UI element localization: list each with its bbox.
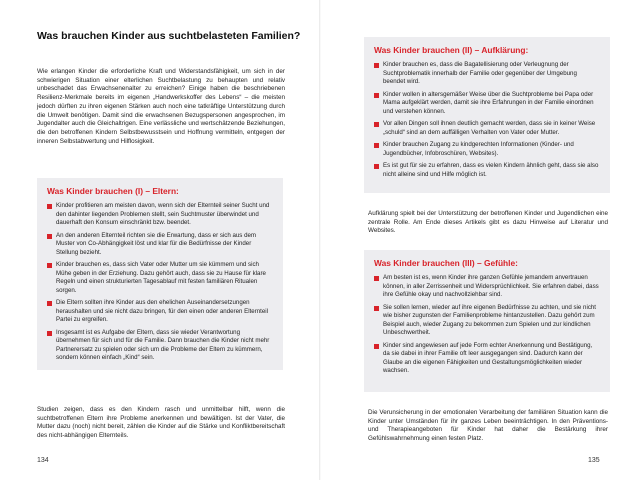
list-item: Insgesamt ist es Aufgabe der Eltern, dass sie wieder Verantwortung übernehmen für sich und für die Familie. Dann brauchen die Kinder nicht mehr Partnerersatz zu spielen oder sich um die Probleme der Eltern zu kümmern, sondern können einfach „Kind“ sein. bbox=[47, 329, 273, 363]
list-item: Die Eltern sollten ihre Kinder aus den ehelichen Auseinandersetzungen heraushalten und sie nicht dazu bringen, für den einen oder anderen Elternteil Partei zu ergreifen. bbox=[47, 299, 273, 325]
bullet-square-icon bbox=[47, 204, 52, 209]
list-item: Kinder brauchen es, dass sich Vater oder Mutter um sie kümmern und sich Mühe geben in der Erziehung. Dazu gehört auch, dass sie zu Hause für klare Regeln und einen strukturierten Tagesablauf mit festen familiären Ritualen sorgen. bbox=[47, 261, 273, 295]
list-item: Am besten ist es, wenn Kinder ihre ganzen Gefühle jemandem anvertrauen können, in aller Zerrissenheit und Widersprüchlichkeit. Sie erfahren dabei, dass ihre Gefühle okay und nachvollziehbar sind. bbox=[374, 274, 600, 300]
bullet-square-icon bbox=[47, 234, 52, 239]
box-title: Was Kinder brauchen (I) – Eltern: bbox=[47, 186, 179, 196]
bullet-square-icon bbox=[374, 306, 379, 311]
list-item: Kinder brauchen Zugang zu kindgerechten Informationen (Kinder- und Jugendbücher, Infobroschüren, Websites). bbox=[374, 141, 600, 158]
box-gefuehle bbox=[364, 250, 610, 392]
bullet-square-icon bbox=[374, 143, 379, 148]
page-number: 134 bbox=[37, 457, 49, 464]
bullet-square-icon bbox=[47, 263, 52, 268]
list-item: Kinder brauchen es, dass die Bagatellisierung oder Verleugnung der Suchtproblematik innerhalb der Familie oder gegenüber der Umgebung beendet wird. bbox=[374, 61, 600, 87]
middle-paragraph: Aufklärung spielt bei der Unterstützung der betroffenen Kinder und Jugendlichen eine zentrale Rolle. Am Ende dieses Artikels gibt es dazu Hinweise auf Literatur und Websites. bbox=[368, 210, 608, 235]
right-page bbox=[320, 0, 640, 480]
page-title: Was brauchen Kinder aus suchtbelasteten Familien? bbox=[37, 30, 301, 42]
outro-paragraph: Studien zeigen, dass es den Kindern rasch und unmittelbar hilft, wenn die suchtbetroffenen Eltern ihre Probleme anerkennen und bewältigen. Ist der Vater, die Mutter dazu (noch) nicht bereit, zählen die Kinder auf die Stärke und Konfliktbereitschaft des nicht-abhängigen Elternteils. bbox=[37, 406, 285, 440]
bullet-square-icon bbox=[374, 344, 379, 349]
bullet-square-icon bbox=[374, 122, 379, 127]
list-item: Kinder sind angewiesen auf jede Form echter Anerkennung und Bestätigung, da sie dabei in ihrer Familie oft leer ausgegangen sind. Dadurch kann der Glaube an die eigenen Fähigkeiten und Gestaltungsmöglichkeiten wieder wachsen. bbox=[374, 342, 600, 376]
bullet-square-icon bbox=[374, 93, 379, 98]
box-title: Was Kinder brauchen (III) – Gefühle: bbox=[374, 258, 518, 268]
list-item: An den anderen Elternteil richten sie die Erwartung, dass er sich aus dem Muster von Co-Abhängigkeit löst und klar für die Bedürfnisse der Kinder Stellung bezieht. bbox=[47, 232, 273, 258]
intro-paragraph: Wie erlangen Kinder die erforderliche Kraft und Widerstandsfähigkeit, um sich in der schwierigen Situation einer elterlichen Suchtbelastung zu behaupten und relativ unbeschadet das Erwachsenenalter zu erreichen? Einige haben die beschriebenen Resilienz-Merkmale bereits im eigenen „Handwerkskoffer des Lebens“ – die meisten jedoch dürften zu ihren eigenen Stärken auch noch eine tatkräftige Unterstützung durch die Umwelt benötigen. Damit sind die erwachsenen Bezugspersonen angesprochen, im Jugendalter auch die Gleichaltrigen. Eine verlässliche und wertschätzende Beziehungen, die den betroffenen Kindern Selbstbewusstsein und Hoffnung vermitteln, entgegen der inneren Selbstabwertung und Hilflosigkeit. bbox=[37, 68, 285, 145]
list-item: Es ist gut für sie zu erfahren, dass es vielen Kindern ähnlich geht, dass sie also nicht alleine sind und Hilfe möglich ist. bbox=[374, 162, 600, 179]
bullet-square-icon bbox=[47, 331, 52, 336]
bullet-square-icon bbox=[47, 301, 52, 306]
list-item: Kinder wollen in altersgemäßer Weise über die Suchtprobleme bei Papa oder Mama aufgeklärt werden, damit sie ihre Erfahrungen in der Familie einordnen und verstehen können. bbox=[374, 91, 600, 117]
box-eltern bbox=[37, 178, 283, 370]
list-item: Vor allen Dingen soll ihnen deutlich gemacht werden, dass sie in keiner Weise „schuld“ sind an dem auffälligen Verhalten von Vater oder Mutter. bbox=[374, 120, 600, 137]
box-aufklaerung bbox=[364, 37, 610, 193]
bullet-square-icon bbox=[374, 164, 379, 169]
list-item: Sie sollen lernen, wieder auf ihre eigenen Bedürfnisse zu achten, und sie nicht wie bisher zugunsten der Familienprobleme hintanzustellen. Dazu gehört zum Beispiel auch, wieder Zugang zu bekommen zum Spielen und zur kindlichen Unbeschwertheit. bbox=[374, 304, 600, 338]
bullet-square-icon bbox=[374, 276, 379, 281]
bullet-square-icon bbox=[374, 63, 379, 68]
list-item: Kinder profitieren am meisten davon, wenn sich der Elternteil seiner Sucht und den dahinter liegenden Problemen stellt, sein Suchtmuster überwindet und dauerhaft den Konsum einschränkt bzw. beendet. bbox=[47, 202, 273, 228]
outro-paragraph: Die Verunsicherung in der emotionalen Verarbeitung der familiären Situation kann die Kinder unter Umständen für ihr ganzes Leben beeinträchtigen. In den Präventions- und Therapieangeboten für Kinder hat daher die Bestärkung ihrer Gefühlswahrnehmung einen festen Platz. bbox=[368, 409, 608, 443]
page-number: 135 bbox=[588, 457, 600, 464]
box-title: Was Kinder brauchen (II) – Aufklärung: bbox=[374, 45, 529, 55]
